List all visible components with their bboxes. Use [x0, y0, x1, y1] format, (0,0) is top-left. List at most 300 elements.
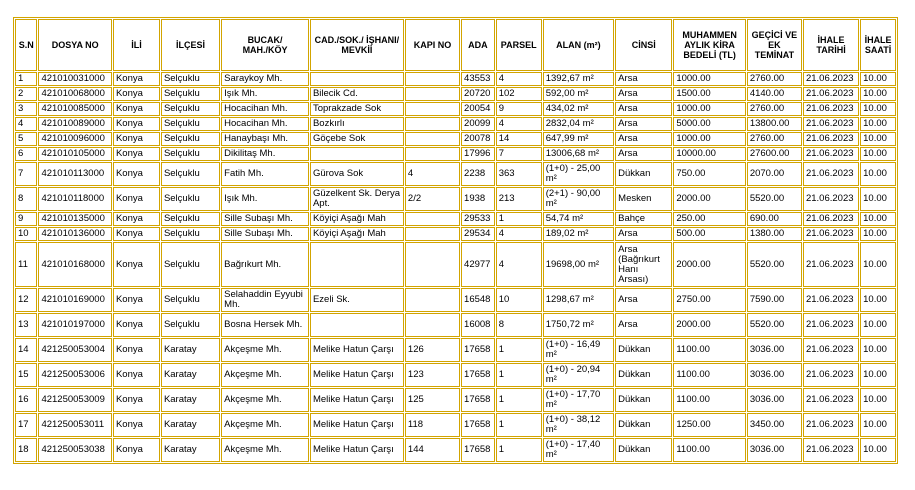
table-cell [405, 212, 460, 226]
table-cell: Konya [113, 187, 160, 211]
table-cell: Konya [113, 212, 160, 226]
table-cell: 3036.00 [747, 363, 802, 387]
table-cell: 421010169000 [38, 288, 112, 312]
column-header: BUCAK/ MAH./KÖY [221, 19, 309, 71]
column-header: S.N [15, 19, 37, 71]
table-cell [405, 87, 460, 101]
table-row [15, 132, 896, 146]
table-cell: 1750,72 m² [543, 313, 614, 337]
table-cell: 3450.00 [747, 413, 802, 437]
table-cell: 17996 [461, 147, 495, 161]
table-cell: 17 [15, 413, 37, 437]
table-cell: Işık Mh. [221, 187, 309, 211]
table-cell: 10.00 [860, 162, 896, 186]
table-cell: 20099 [461, 117, 495, 131]
table-cell: Gürova Sok [310, 162, 404, 186]
table-row [15, 162, 896, 186]
table-cell: Dükkan [615, 338, 672, 362]
table-cell: Akçeşme Mh. [221, 363, 309, 387]
table-cell: (1+0) - 16,49 m² [543, 338, 614, 362]
table-cell [405, 147, 460, 161]
table-cell: 21.06.2023 [803, 313, 859, 337]
table-cell [405, 117, 460, 131]
table-cell: Dükkan [615, 413, 672, 437]
table-cell: 3036.00 [747, 438, 802, 462]
table-cell: 10 [496, 288, 542, 312]
table-cell: 11 [15, 242, 37, 287]
table-cell: 2 [15, 87, 37, 101]
table-cell: 9 [15, 212, 37, 226]
table-cell: 13 [15, 313, 37, 337]
column-header: İHALE SAATİ [860, 19, 896, 71]
table-cell: 6 [15, 147, 37, 161]
table-cell: 2000.00 [673, 313, 746, 337]
table-cell [405, 313, 460, 337]
table-cell: 10.00 [860, 132, 896, 146]
table-cell: 1 [496, 388, 542, 412]
header-row [15, 19, 896, 71]
table-cell: Arsa [615, 227, 672, 241]
table-cell: Güzelkent Sk. Derya Apt. [310, 187, 404, 211]
table-cell: 13800.00 [747, 117, 802, 131]
table-cell: 20054 [461, 102, 495, 116]
table-cell: 1 [496, 338, 542, 362]
table-cell: 10.00 [860, 102, 896, 116]
tender-table-container [13, 17, 898, 464]
table-cell: 1938 [461, 187, 495, 211]
table-cell: Dükkan [615, 363, 672, 387]
table-cell: 421010105000 [38, 147, 112, 161]
table-cell: 10.00 [860, 288, 896, 312]
table-cell: 17658 [461, 438, 495, 462]
table-cell: 10.00 [860, 338, 896, 362]
table-cell: 1100.00 [673, 388, 746, 412]
table-cell: Akçeşme Mh. [221, 413, 309, 437]
table-cell: 4 [496, 72, 542, 86]
table-row [15, 438, 896, 462]
table-cell: 7 [496, 147, 542, 161]
table-cell: 2070.00 [747, 162, 802, 186]
table-cell: 1 [496, 212, 542, 226]
table-cell: 7590.00 [747, 288, 802, 312]
table-cell: 2750.00 [673, 288, 746, 312]
table-cell: 20720 [461, 87, 495, 101]
table-body [15, 72, 896, 462]
table-cell: 7 [15, 162, 37, 186]
table-row [15, 338, 896, 362]
table-cell: (2+1) - 90,00 m² [543, 187, 614, 211]
column-header: MUHAMMEN AYLIK KİRA BEDELİ (TL) [673, 19, 746, 71]
table-cell: 21.06.2023 [803, 227, 859, 241]
table-row [15, 313, 896, 337]
table-cell: 12 [15, 288, 37, 312]
table-cell: Selçuklu [161, 187, 220, 211]
table-cell: 21.06.2023 [803, 338, 859, 362]
table-cell: 21.06.2023 [803, 388, 859, 412]
table-cell: Arsa (Bağrıkurt Hanı Arsası) [615, 242, 672, 287]
table-cell: Hocacihan Mh. [221, 117, 309, 131]
table-cell: Konya [113, 438, 160, 462]
table-cell: 4 [496, 242, 542, 287]
table-cell: 17658 [461, 413, 495, 437]
table-cell: Ezeli Sk. [310, 288, 404, 312]
column-header: DOSYA NO [38, 19, 112, 71]
table-cell [405, 72, 460, 86]
table-cell: 421010197000 [38, 313, 112, 337]
table-row [15, 363, 896, 387]
tender-table [13, 17, 898, 464]
table-cell: Dikilitaş Mh. [221, 147, 309, 161]
column-header: PARSEL [496, 19, 542, 71]
table-cell [405, 242, 460, 287]
table-cell: Selçuklu [161, 132, 220, 146]
table-cell: Arsa [615, 72, 672, 86]
column-header: ALAN (m²) [543, 19, 614, 71]
table-cell: 592,00 m² [543, 87, 614, 101]
table-cell: Akçeşme Mh. [221, 388, 309, 412]
table-cell: Dükkan [615, 438, 672, 462]
table-cell: 421010113000 [38, 162, 112, 186]
table-cell: Bosna Hersek Mh. [221, 313, 309, 337]
table-cell: Konya [113, 102, 160, 116]
table-cell: (1+0) - 25,00 m² [543, 162, 614, 186]
table-cell: 21.06.2023 [803, 102, 859, 116]
table-cell: Karatay [161, 388, 220, 412]
table-cell: 10.00 [860, 388, 896, 412]
table-cell: Dükkan [615, 162, 672, 186]
table-cell: Melike Hatun Çarşı [310, 438, 404, 462]
table-cell: Sille Subaşı Mh. [221, 212, 309, 226]
table-row [15, 413, 896, 437]
table-cell: Konya [113, 87, 160, 101]
table-cell: 14 [15, 338, 37, 362]
table-cell: Toprakzade Sok [310, 102, 404, 116]
table-cell: Konya [113, 242, 160, 287]
table-cell [405, 288, 460, 312]
table-cell: 10.00 [860, 147, 896, 161]
table-cell: 1100.00 [673, 438, 746, 462]
table-cell: 21.06.2023 [803, 72, 859, 86]
table-cell: (1+0) - 38,12 m² [543, 413, 614, 437]
table-cell: 17658 [461, 338, 495, 362]
table-cell: Akçeşme Mh. [221, 438, 309, 462]
table-cell [310, 72, 404, 86]
table-cell: Selçuklu [161, 102, 220, 116]
table-cell: 10.00 [860, 212, 896, 226]
table-cell: Selçuklu [161, 313, 220, 337]
table-cell: Arsa [615, 87, 672, 101]
table-row [15, 227, 896, 241]
table-cell: Bozkırlı [310, 117, 404, 131]
table-cell: 21.06.2023 [803, 187, 859, 211]
table-cell: 1100.00 [673, 363, 746, 387]
table-cell: 5520.00 [747, 242, 802, 287]
table-cell: Bilecik Cd. [310, 87, 404, 101]
table-cell: 421010135000 [38, 212, 112, 226]
table-cell: 17658 [461, 363, 495, 387]
table-cell: 421250053009 [38, 388, 112, 412]
table-cell: 19698,00 m² [543, 242, 614, 287]
table-cell: 43553 [461, 72, 495, 86]
table-cell: 16008 [461, 313, 495, 337]
table-cell: 421010031000 [38, 72, 112, 86]
column-header: KAPI NO [405, 19, 460, 71]
table-cell: Konya [113, 338, 160, 362]
table-cell: 20078 [461, 132, 495, 146]
table-row [15, 212, 896, 226]
table-row [15, 288, 896, 312]
table-cell: Göçebe Sok [310, 132, 404, 146]
table-cell: 421010085000 [38, 102, 112, 116]
table-cell: 2832,04 m² [543, 117, 614, 131]
table-cell: 1392,67 m² [543, 72, 614, 86]
table-cell: 421250053004 [38, 338, 112, 362]
table-cell: Melike Hatun Çarşı [310, 338, 404, 362]
table-cell: 15 [15, 363, 37, 387]
table-cell: 500.00 [673, 227, 746, 241]
table-cell: 10.00 [860, 87, 896, 101]
table-row [15, 87, 896, 101]
table-cell: 10.00 [860, 438, 896, 462]
table-cell: 4 [15, 117, 37, 131]
table-cell: 434,02 m² [543, 102, 614, 116]
table-cell: 2000.00 [673, 242, 746, 287]
table-cell: Selçuklu [161, 242, 220, 287]
table-cell: Arsa [615, 313, 672, 337]
table-cell: 2760.00 [747, 102, 802, 116]
table-cell: 144 [405, 438, 460, 462]
table-cell: 21.06.2023 [803, 117, 859, 131]
table-cell: Selçuklu [161, 227, 220, 241]
table-cell: 5520.00 [747, 187, 802, 211]
table-cell: Konya [113, 162, 160, 186]
table-cell: 21.06.2023 [803, 413, 859, 437]
table-cell: 2000.00 [673, 187, 746, 211]
table-cell: Selçuklu [161, 162, 220, 186]
table-cell: Selçuklu [161, 72, 220, 86]
table-cell: 13006,68 m² [543, 147, 614, 161]
table-cell: 123 [405, 363, 460, 387]
column-header: CAD./SOK./ İŞHANI/ MEVKİİ [310, 19, 404, 71]
table-cell: 21.06.2023 [803, 147, 859, 161]
table-cell: 213 [496, 187, 542, 211]
table-cell: 8 [15, 187, 37, 211]
table-cell: 5 [15, 132, 37, 146]
table-cell: 18 [15, 438, 37, 462]
table-cell: 16 [15, 388, 37, 412]
table-cell: Melike Hatun Çarşı [310, 363, 404, 387]
table-cell: Selahaddin Eyyubi Mh. [221, 288, 309, 312]
column-header: İLÇESİ [161, 19, 220, 71]
table-cell: Köyiçi Aşağı Mah [310, 227, 404, 241]
table-cell: 1500.00 [673, 87, 746, 101]
table-cell: Karatay [161, 438, 220, 462]
table-cell: 750.00 [673, 162, 746, 186]
table-cell: 4 [496, 227, 542, 241]
table-cell: 9 [496, 102, 542, 116]
column-header: İHALE TARİHİ [803, 19, 859, 71]
table-cell: 3 [15, 102, 37, 116]
table-cell: 102 [496, 87, 542, 101]
table-row [15, 72, 896, 86]
table-row [15, 187, 896, 211]
table-cell: 2/2 [405, 187, 460, 211]
table-cell: 10.00 [860, 242, 896, 287]
table-cell: Hanaybaşı Mh. [221, 132, 309, 146]
table-cell [405, 227, 460, 241]
table-cell: 118 [405, 413, 460, 437]
table-cell: 421250053038 [38, 438, 112, 462]
table-cell: 21.06.2023 [803, 212, 859, 226]
table-cell: Işık Mh. [221, 87, 309, 101]
table-cell: 10.00 [860, 413, 896, 437]
table-cell: 2760.00 [747, 132, 802, 146]
table-cell: 1000.00 [673, 72, 746, 86]
table-cell: 27600.00 [747, 147, 802, 161]
table-cell: 363 [496, 162, 542, 186]
table-cell [310, 147, 404, 161]
table-cell: 647,99 m² [543, 132, 614, 146]
table-cell: Melike Hatun Çarşı [310, 388, 404, 412]
column-header: İLİ [113, 19, 160, 71]
table-cell: (1+0) - 17,70 m² [543, 388, 614, 412]
table-cell: Bahçe [615, 212, 672, 226]
table-cell: 1000.00 [673, 102, 746, 116]
table-cell: 421250053011 [38, 413, 112, 437]
table-cell: 2238 [461, 162, 495, 186]
table-cell: 1 [496, 438, 542, 462]
table-cell: Köyiçi Aşağı Mah [310, 212, 404, 226]
table-cell: Konya [113, 313, 160, 337]
table-cell [405, 132, 460, 146]
table-cell: Konya [113, 117, 160, 131]
table-cell: 421010168000 [38, 242, 112, 287]
table-cell: 17658 [461, 388, 495, 412]
table-cell: (1+0) - 17,40 m² [543, 438, 614, 462]
table-cell: 29533 [461, 212, 495, 226]
table-cell: 21.06.2023 [803, 132, 859, 146]
table-cell: Selçuklu [161, 212, 220, 226]
table-cell: Saraykoy Mh. [221, 72, 309, 86]
table-cell: 421010118000 [38, 187, 112, 211]
table-cell [310, 313, 404, 337]
table-cell [405, 102, 460, 116]
table-cell: 14 [496, 132, 542, 146]
table-cell: 29534 [461, 227, 495, 241]
table-cell: Akçeşme Mh. [221, 338, 309, 362]
table-cell: Karatay [161, 363, 220, 387]
table-cell: 10000.00 [673, 147, 746, 161]
table-cell: Selçuklu [161, 117, 220, 131]
table-row [15, 388, 896, 412]
table-cell: 4 [496, 117, 542, 131]
table-cell: Hocacihan Mh. [221, 102, 309, 116]
table-cell: Konya [113, 388, 160, 412]
table-cell: Arsa [615, 288, 672, 312]
table-cell: 5520.00 [747, 313, 802, 337]
table-cell: 1 [496, 363, 542, 387]
table-cell: 10.00 [860, 313, 896, 337]
table-row [15, 102, 896, 116]
table-row [15, 117, 896, 131]
table-cell: Konya [113, 132, 160, 146]
table-cell: 10.00 [860, 72, 896, 86]
table-cell: Karatay [161, 338, 220, 362]
table-cell: Konya [113, 363, 160, 387]
table-cell: Konya [113, 227, 160, 241]
table-cell: Arsa [615, 102, 672, 116]
table-cell: 421250053006 [38, 363, 112, 387]
table-cell: 126 [405, 338, 460, 362]
table-cell: 10.00 [860, 117, 896, 131]
table-cell: 21.06.2023 [803, 87, 859, 101]
table-cell: Melike Hatun Çarşı [310, 413, 404, 437]
table-cell: 8 [496, 313, 542, 337]
table-cell: 1298,67 m² [543, 288, 614, 312]
table-cell: Konya [113, 72, 160, 86]
column-header: GEÇİCİ VE EK TEMİNAT [747, 19, 802, 71]
table-cell: Selçuklu [161, 147, 220, 161]
table-cell: Dükkan [615, 388, 672, 412]
table-cell: 21.06.2023 [803, 438, 859, 462]
table-row [15, 147, 896, 161]
table-cell: 1100.00 [673, 338, 746, 362]
table-cell: 10.00 [860, 187, 896, 211]
table-cell: Mesken [615, 187, 672, 211]
column-header: CİNSİ [615, 19, 672, 71]
table-cell: 3036.00 [747, 388, 802, 412]
table-cell: 10 [15, 227, 37, 241]
table-cell: Arsa [615, 117, 672, 131]
table-cell: Bağrıkurt Mh. [221, 242, 309, 287]
table-cell: Selçuklu [161, 87, 220, 101]
table-cell [310, 242, 404, 287]
table-cell: Konya [113, 147, 160, 161]
table-cell: Konya [113, 288, 160, 312]
table-cell: Arsa [615, 132, 672, 146]
table-cell: 2760.00 [747, 72, 802, 86]
table-cell: 421010089000 [38, 117, 112, 131]
table-cell: Sille Subaşı Mh. [221, 227, 309, 241]
table-cell: Karatay [161, 413, 220, 437]
table-cell: 54,74 m² [543, 212, 614, 226]
table-cell: 4140.00 [747, 87, 802, 101]
table-cell: 42977 [461, 242, 495, 287]
table-cell: 1000.00 [673, 132, 746, 146]
table-cell: 421010136000 [38, 227, 112, 241]
table-cell: 421010068000 [38, 87, 112, 101]
table-cell: 21.06.2023 [803, 288, 859, 312]
table-cell: 1380.00 [747, 227, 802, 241]
table-cell: 1250.00 [673, 413, 746, 437]
table-cell: 250.00 [673, 212, 746, 226]
table-cell: 5000.00 [673, 117, 746, 131]
table-cell: 3036.00 [747, 338, 802, 362]
table-cell: 4 [405, 162, 460, 186]
table-cell: (1+0) - 20,94 m² [543, 363, 614, 387]
table-cell: 1 [15, 72, 37, 86]
table-cell: 10.00 [860, 363, 896, 387]
table-cell: 125 [405, 388, 460, 412]
table-cell: Arsa [615, 147, 672, 161]
table-cell: 10.00 [860, 227, 896, 241]
table-cell: 1 [496, 413, 542, 437]
table-cell: 690.00 [747, 212, 802, 226]
column-header: ADA [461, 19, 495, 71]
table-cell: 21.06.2023 [803, 162, 859, 186]
table-row [15, 242, 896, 287]
table-cell: Konya [113, 413, 160, 437]
